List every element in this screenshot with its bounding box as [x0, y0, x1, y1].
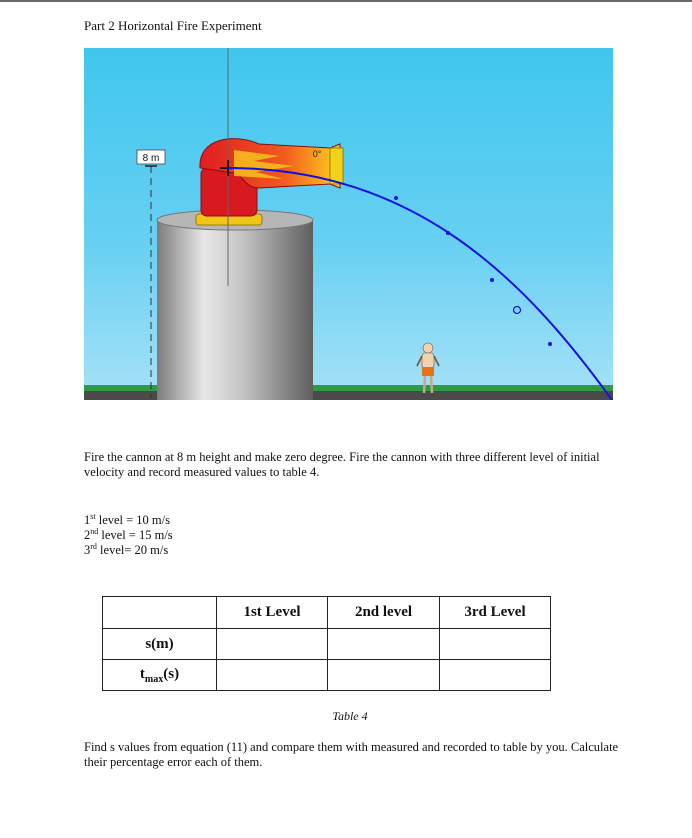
task-paragraph: Find s values from equation (11) and compare them with measured and recorded to table by you. Calculate their percentage error each of them. — [84, 740, 619, 769]
projectile-simulation — [84, 48, 613, 400]
height-label: 8 m — [142, 153, 160, 164]
table-corner-cell — [103, 597, 217, 629]
table-cell[interactable] — [328, 629, 440, 660]
table-cell[interactable] — [440, 660, 551, 691]
column-header-level3: 3rd Level — [440, 597, 551, 629]
level-item: 1st level = 10 m/s — [84, 511, 170, 527]
table-cell[interactable] — [440, 629, 551, 660]
row-label-distance: s(m) — [103, 629, 217, 660]
cannon-muzzle — [330, 148, 343, 184]
table-caption: Table 4 — [332, 709, 368, 723]
page-top-border — [0, 0, 692, 2]
level-item: 2nd level = 15 m/s — [84, 526, 173, 542]
column-header-level1: 1st Level — [217, 597, 328, 629]
data-table — [102, 596, 551, 691]
table-row — [103, 660, 551, 691]
instruction-paragraph: Fire the cannon at 8 m height and make zero degree. Fire the cannon with three different level of initial velocity and record measured values to table 4. — [84, 450, 600, 479]
pillar[interactable] — [157, 220, 313, 400]
table-cell[interactable] — [217, 660, 328, 691]
table-cell[interactable] — [328, 660, 440, 691]
table-row — [103, 629, 551, 660]
table-header-row — [103, 597, 551, 629]
level-item: 3rd level= 20 m/s — [84, 541, 169, 557]
column-header-level2: 2nd level — [328, 597, 440, 629]
trajectory-marker — [490, 278, 494, 282]
section-heading: Part 2 Horizontal Fire Experiment — [84, 18, 262, 33]
row-label-time: $t_{max}(s)$ — [103, 660, 217, 691]
angle-label: 0° — [312, 149, 322, 159]
trajectory-marker — [548, 342, 552, 346]
trajectory-marker — [446, 231, 450, 235]
velocity-levels — [84, 513, 173, 558]
table-cell[interactable] — [217, 629, 328, 660]
trajectory-marker — [394, 196, 398, 200]
